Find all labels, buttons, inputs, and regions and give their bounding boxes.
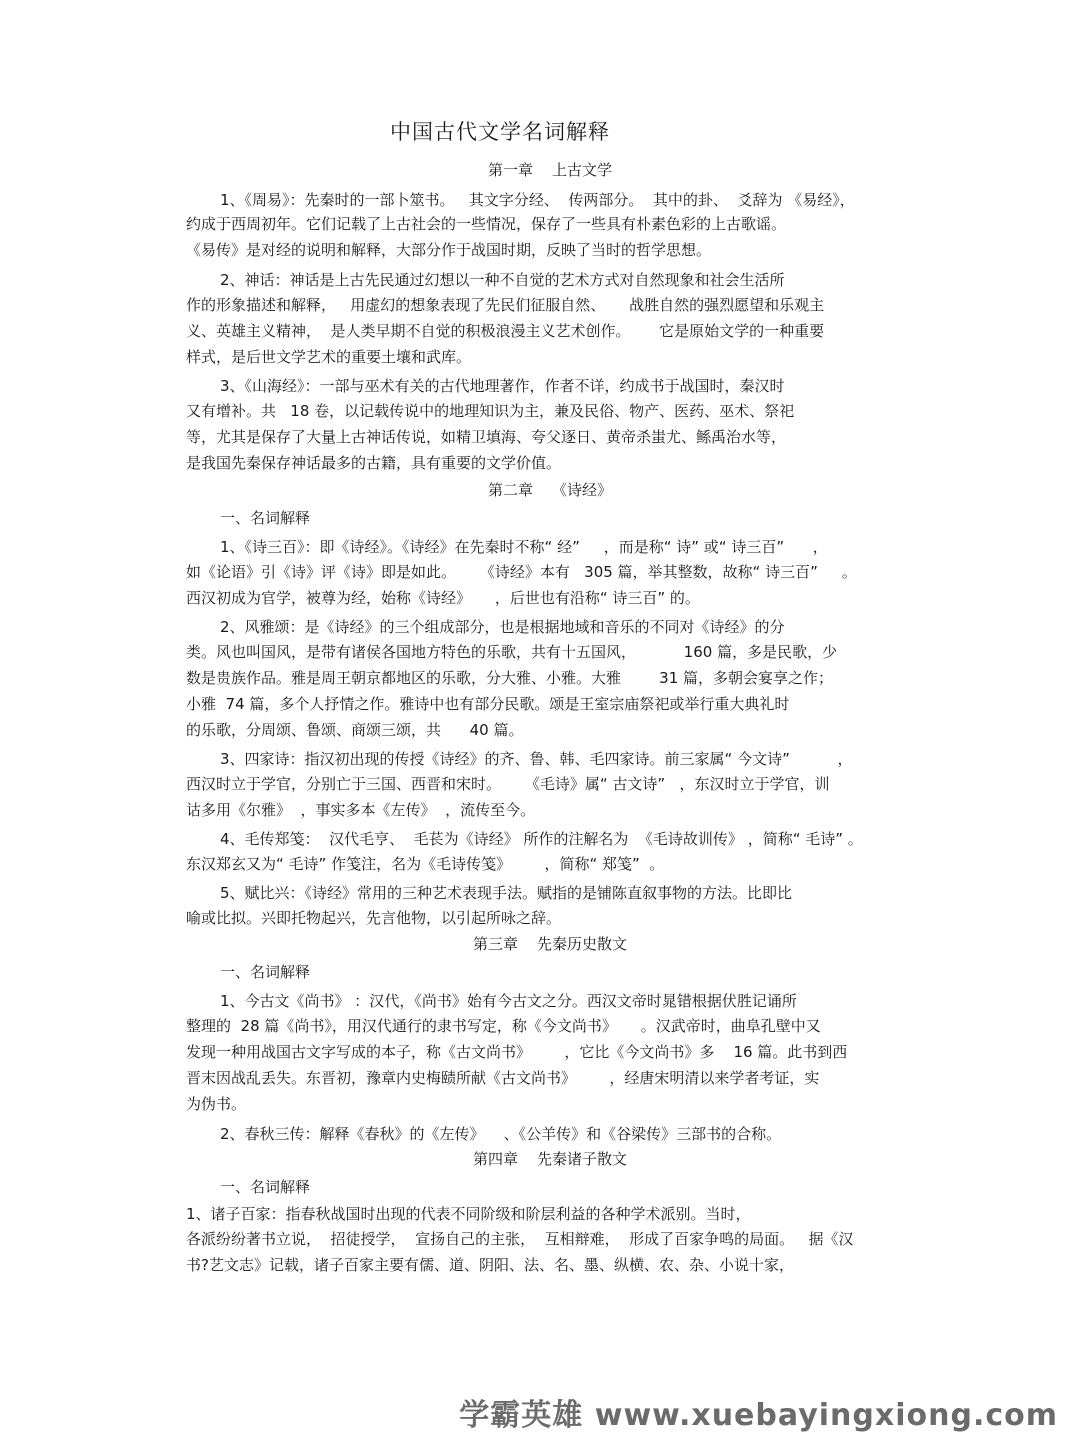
- paragraph-line: 是我国先秦保存神话最多的古籍，具有重要的文学价值。: [186, 454, 562, 472]
- paragraph-line: 各派纷纷著书立说， 招徒授学， 宣扬自己的主张， 互相辩难， 形成了百家争鸣的局面。 据《汉: [186, 1230, 854, 1248]
- paragraph-line: 约成于西周初年。它们记载了上古社会的一些情况，保存了一些具有朴素色彩的上古歌谣。: [186, 215, 787, 233]
- paragraph-line: 3、《山海经》：一部与巫术有关的古代地理著作，作者不详，约成书于战国时，秦汉时: [220, 377, 785, 395]
- chapter-heading: 第三章 先秦历史散文: [472, 935, 628, 953]
- paragraph-line: 1、今古文《尚书》 ：汉代，《尚书》始有今古文之分。西汉文帝时晁错根据伏胜记诵所: [220, 992, 797, 1010]
- paragraph-line: 样式，是后世文学艺术的重要土壤和武库。: [186, 348, 472, 366]
- section-heading: 一、名词解释: [220, 1178, 311, 1196]
- document-title: 中国古代文学名词解释: [390, 120, 610, 144]
- paragraph-line: 西汉初成为官学，被尊为经，始称《诗经》 ，后世也有沿称“ 诗三百” 的。: [186, 589, 700, 607]
- paragraph-line: 2、风雅颂：是《诗经》的三个组成部分，也是根据地域和音乐的不同对《诗经》的分: [220, 618, 785, 636]
- section-heading: 一、名词解释: [220, 963, 311, 981]
- paragraph-line: 2、神话：神话是上古先民通过幻想以一种不自觉的艺术方式对自然现象和社会生活所: [220, 271, 785, 289]
- paragraph-line: 1、《周易》：先秦时的一部卜筮书。 其文字分经、 传两部分。 其中的卦、 爻辞为 《易经》，: [220, 191, 855, 209]
- paragraph-line: 又有增补。共 18 卷，以记载传说中的地理知识为主，兼及民俗、物产、医药、巫术、祭祀: [186, 402, 795, 420]
- watermark-text: 学霸英雄 www.xuebayingxiong.com: [459, 1398, 1058, 1433]
- chapter-heading: 第四章 先秦诸子散文: [472, 1150, 628, 1168]
- paragraph-line: 发现一种用战国古文字写成的本子，称《古文尚书》 ，它比《今文尚书》多 16 篇。此书到西: [186, 1043, 848, 1061]
- paragraph-line: 4、毛传郑笺： 汉代毛亨、 毛苌为《诗经》 所作的注解名为 《毛诗故训传》 ，简称“ 毛诗” 。: [220, 830, 863, 848]
- paragraph-line: 作的形象描述和解释， 用虚幻的想象表现了先民们征服自然、 战胜自然的强烈愿望和乐观主: [186, 296, 825, 314]
- paragraph-line: 整理的 28 篇《尚书》，用汉代通行的隶书写定，称《今文尚书》 。汉武帝时，曲阜孔壁中又: [186, 1017, 821, 1035]
- chapter-heading: 第一章 上古文学: [487, 161, 613, 179]
- paragraph-line: 《易传》是对经的说明和解释，大部分作于战国时期，反映了当时的哲学思想。: [186, 241, 712, 259]
- paragraph-line: 5、赋比兴：《诗经》常用的三种艺术表现手法。赋指的是铺陈直叙事物的方法。比即比: [220, 884, 793, 902]
- paragraph-line: 东汉郑玄又为“ 毛诗” 作笺注，名为《毛诗传笺》 ，简称“ 郑笺” 。: [186, 855, 665, 873]
- paragraph-line: 3、四家诗：指汉初出现的传授《诗经》的齐、鲁、韩、毛四家诗。前三家属“ 今文诗” ，: [220, 750, 853, 768]
- paragraph-line: 喻或比拟。兴即托物起兴，先言他物，以引起所咏之辞。: [186, 909, 562, 927]
- paragraph-line: 等，尤其是保存了大量上古神话传说，如精卫填海、夸父逐日、黄帝杀蚩尤、鲧禹治水等，: [186, 428, 787, 446]
- paragraph-line: 如《论语》引《诗》评《诗》即是如此。 《诗经》本有 305 篇，举其整数，故称“ 诗三百” 。: [186, 563, 857, 581]
- paragraph-line: 为伪书。: [186, 1095, 247, 1113]
- paragraph-line: 诂多用《尔雅》 ，事实多本《左传》 ，流传至今。: [186, 801, 536, 819]
- paragraph-line: 的乐歌，分周颂、鲁颂、商颂三颂，共 40 篇。: [186, 721, 524, 739]
- paragraph-line: 义、英雄主义精神， 是人类早期不自觉的积极浪漫主义艺术创作。 它是原始文学的一种重要: [186, 322, 825, 340]
- paragraph-line: 书?艺文志》记载，诸子百家主要有儒、道、阴阳、法、名、墨、纵横、农、杂、小说十家，: [186, 1256, 794, 1274]
- paragraph-line: 1、《诗三百》：即《诗经》。《诗经》在先秦时不称“ 经” ，而是称“ 诗” 或“ 诗三百” ，: [220, 538, 828, 556]
- paragraph-line: 1、诸子百家：指春秋战国时出现的代表不同阶级和阶层利益的各种学术派别。当时，: [186, 1205, 751, 1223]
- paragraph-line: 小雅 74 篇，多个人抒情之作。雅诗中也有部分民歌。颂是王室宗庙祭祀或举行重大典礼时: [186, 695, 790, 713]
- paragraph-line: 2、春秋三传：解释《春秋》的《左传》 、《公羊传》和《谷梁传》三部书的合称。: [220, 1125, 782, 1143]
- paragraph-line: 晋末因战乱丢失。东晋初，豫章内史梅赜所献《古文尚书》 ，经唐宋明清以来学者考证，实: [186, 1069, 820, 1087]
- section-heading: 一、名词解释: [220, 509, 311, 527]
- paragraph-line: 数是贵族作品。雅是周王朝京都地区的乐歌，分大雅、小雅。大雅 31 篇，多朝会宴享之作；: [186, 669, 834, 687]
- paragraph-line: 类。风也叫国风，是带有诸侯各国地方特色的乐歌，共有十五国风， 160 篇，多是民歌，少: [186, 643, 838, 661]
- paragraph-line: 西汉时立于学官，分别亡于三国、西晋和宋时。 《毛诗》属“ 古文诗” ，东汉时立于学官，训: [186, 775, 830, 793]
- chapter-heading: 第二章 《诗经》: [487, 481, 613, 499]
